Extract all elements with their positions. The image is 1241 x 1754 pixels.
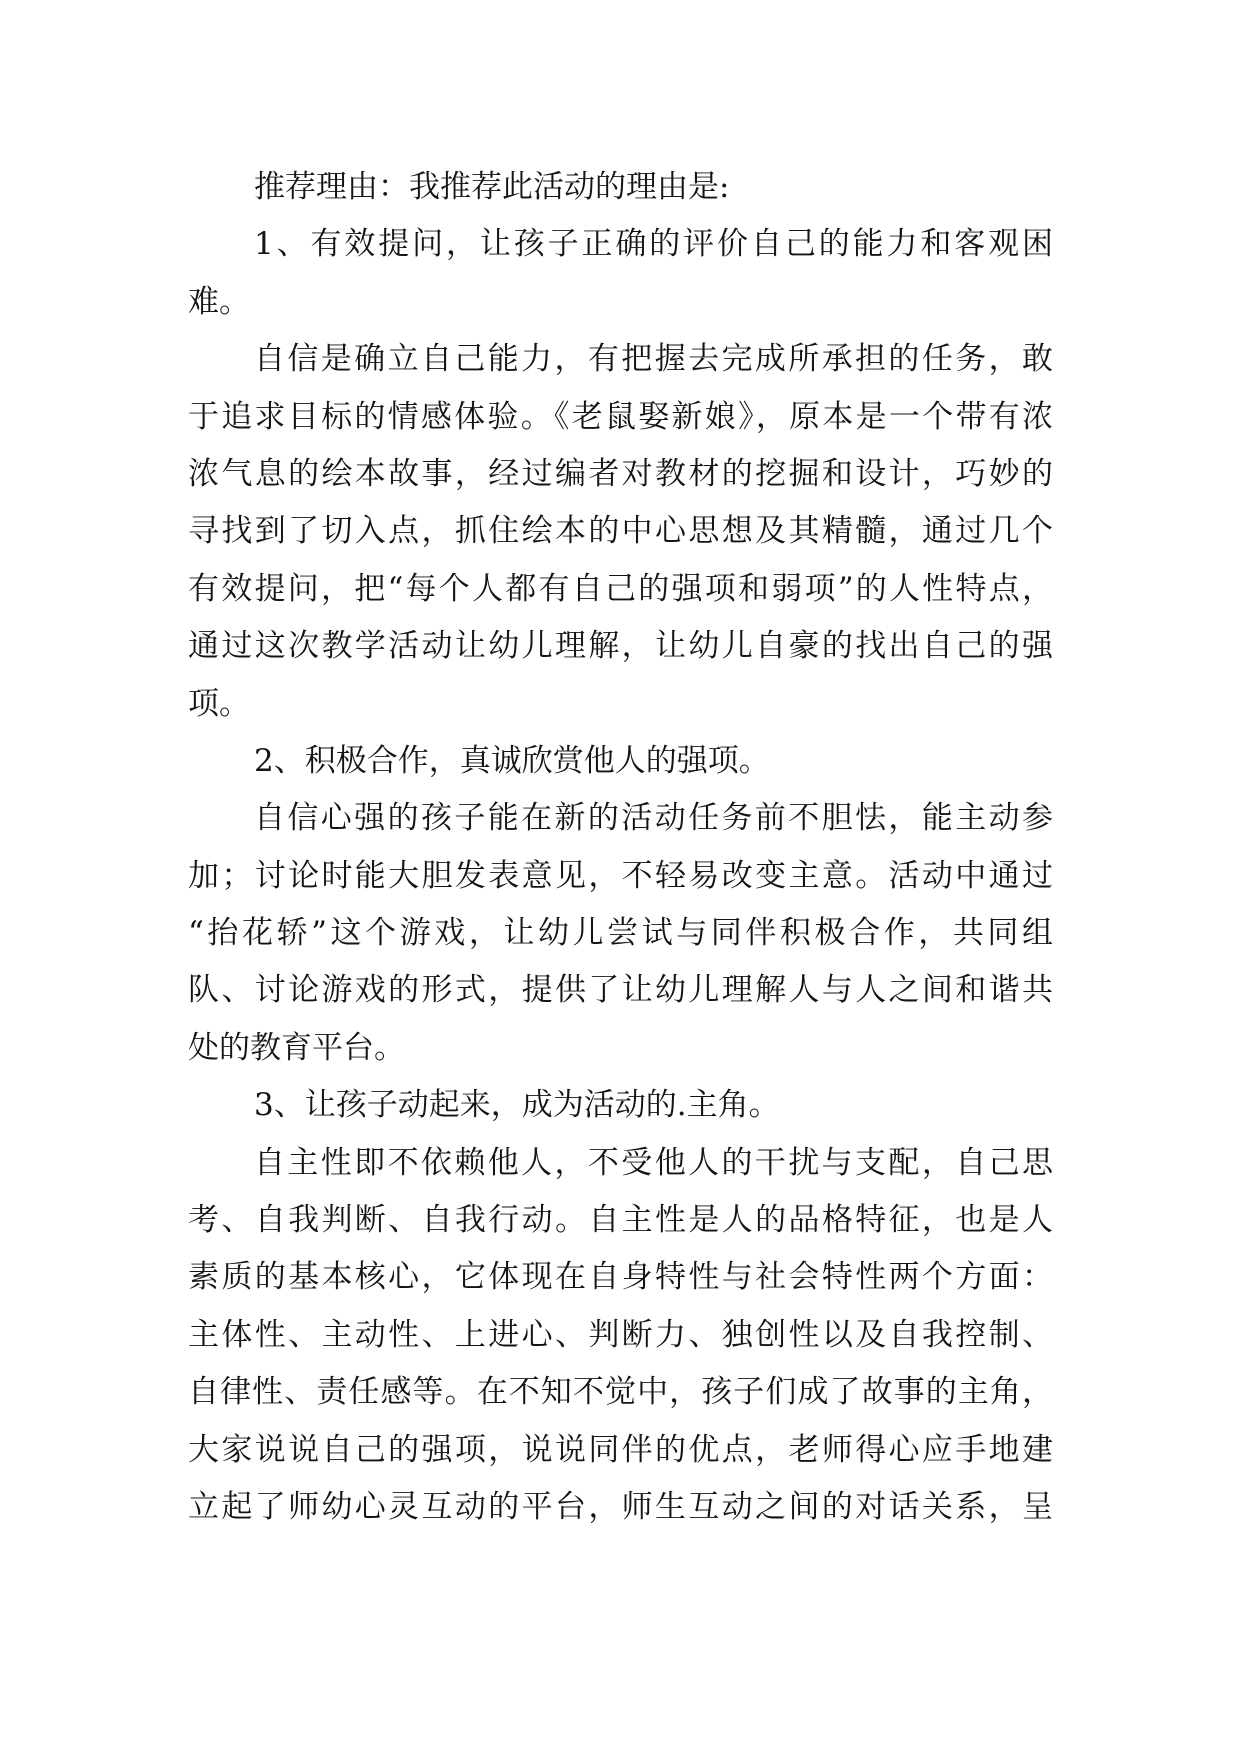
paragraph-point-2-body — [188, 790, 1053, 1077]
paragraph-point-1-body — [188, 331, 1053, 733]
paragraph-point-1-heading — [188, 216, 1053, 331]
text-line: 难。 — [188, 283, 250, 320]
text-line: 素质的基本核心，它体现在自身特性与社会特性两个方面： — [188, 1259, 1053, 1296]
text-line: 立起了师幼心灵互动的平台，师生互动之间的对话关系，呈 — [188, 1488, 1053, 1525]
text-line: 自主性即不依赖他人，不受他人的干扰与支配，自己思 — [254, 1144, 1053, 1181]
paragraph-point-2-heading — [188, 733, 1053, 790]
text-line: “抬花轿”这个游戏，让幼儿尝试与同伴积极合作，共同组 — [188, 915, 1053, 952]
text-line: 推荐理由：我推荐此活动的理由是: — [254, 169, 730, 205]
text-line: 有效提问，把“每个人都有自己的强项和弱项”的人性特点， — [188, 570, 1053, 607]
text-line: 加；讨论时能大胆发表意见，不轻易改变主意。活动中通过 — [188, 857, 1053, 894]
text-line: 主体性、主动性、上进心、判断力、独创性以及自我控制、 — [188, 1316, 1053, 1353]
text-line: 2、积极合作，真诚欣赏他人的强项。 — [254, 742, 770, 779]
text-line: 自律性、责任感等。在不知不觉中，孩子们成了故事的主角， — [188, 1374, 1053, 1411]
text-line: 1、有效提问，让孩子正确的评价自己的能力和客观困 — [254, 226, 1053, 263]
text-line: 自信心强的孩子能在新的活动任务前不胆怯，能主动参 — [254, 800, 1053, 837]
text-line: 浓气息的绘本故事，经过编者对教材的挖掘和设计，巧妙的 — [188, 455, 1053, 492]
paragraph-point-3-body — [188, 1135, 1053, 1537]
text-line: 队、讨论游戏的形式，提供了让幼儿理解人与人之间和谐共 — [188, 972, 1053, 1009]
text-line: 寻找到了切入点，抓住绘本的中心思想及其精髓，通过几个 — [188, 513, 1053, 550]
text-line: 3、让孩子动起来，成为活动的.主角。 — [254, 1087, 780, 1124]
text-line: 大家说说自己的强项，说说同伴的优点，老师得心应手地建 — [188, 1431, 1053, 1468]
text-line: 自信是确立自己能力，有把握去完成所承担的任务，敢 — [254, 341, 1053, 378]
text-line: 考、自我判断、自我行动。自主性是人的品格特征，也是人 — [188, 1202, 1053, 1239]
paragraph-point-3-heading — [188, 1077, 1053, 1134]
text-line: 处的教育平台。 — [188, 1029, 405, 1066]
document-body — [188, 159, 1053, 1536]
text-line: 通过这次教学活动让幼儿理解，让幼儿自豪的找出自己的强 — [188, 628, 1053, 665]
text-line: 项。 — [188, 685, 250, 722]
paragraph-recommendation-reason — [188, 159, 1053, 216]
text-line: 于追求目标的情感体验。《老鼠娶新娘》，原本是一个带有浓 — [188, 398, 1053, 435]
